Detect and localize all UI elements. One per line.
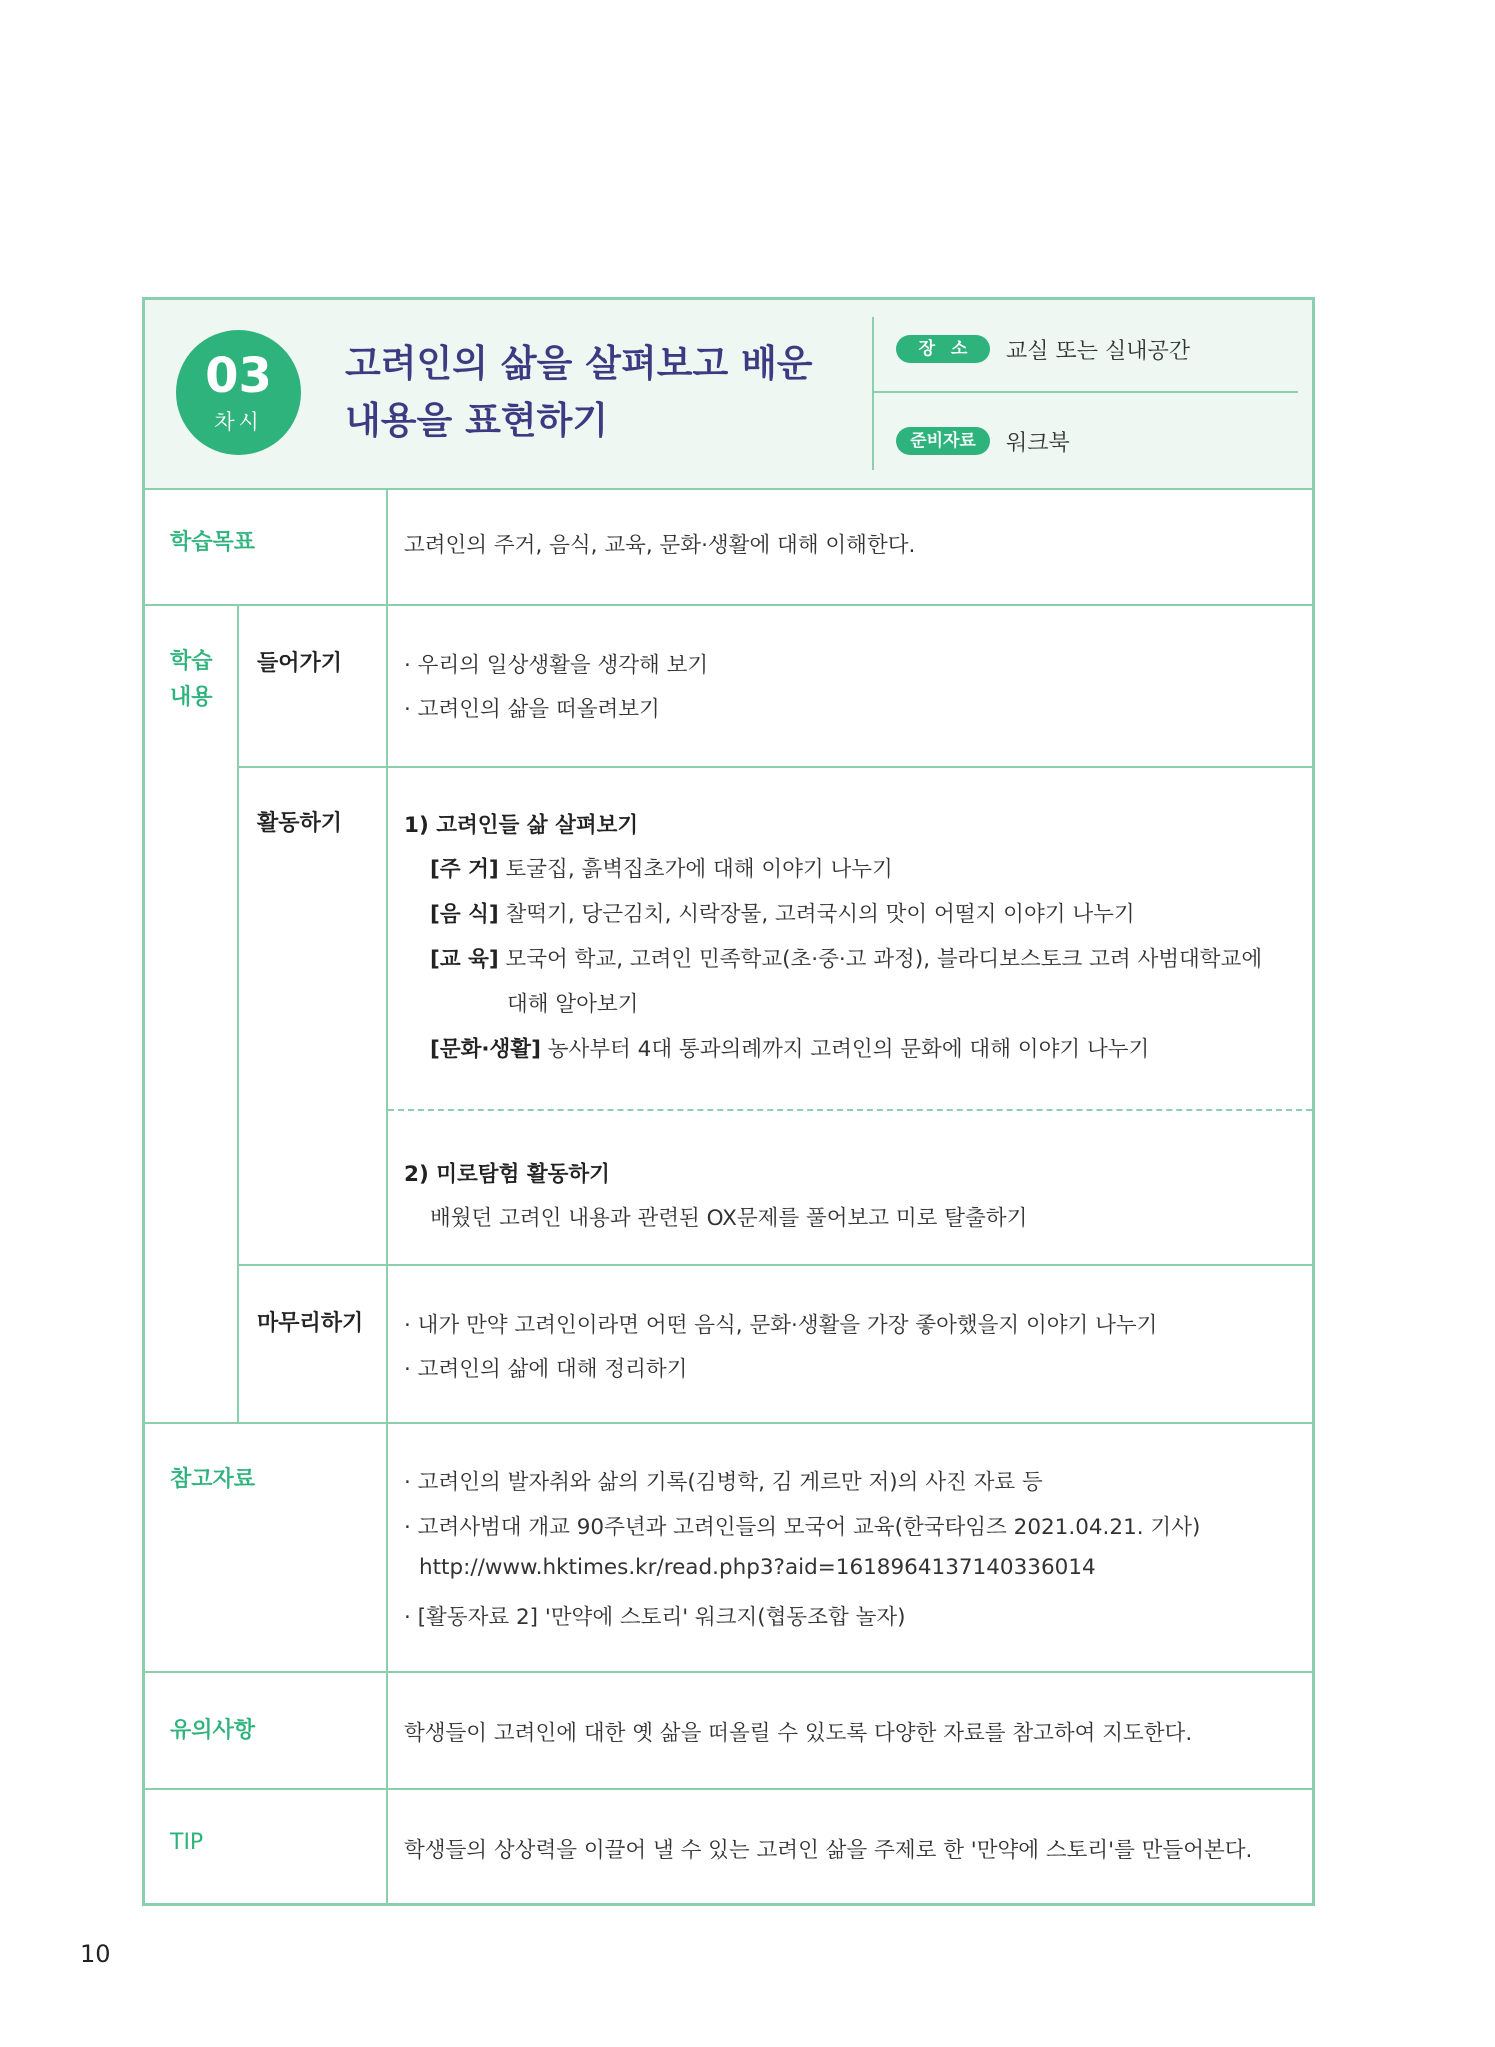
lesson-header — [145, 300, 1312, 488]
reference-item: · [활동자료 2] '만약에 스토리' 워크지(협동조합 놀자) — [404, 1605, 906, 1630]
activity-dashed-divider — [388, 1109, 1312, 1111]
column-divider — [386, 488, 388, 1903]
content-label-line1: 학습 — [170, 649, 213, 674]
notes-text: 학생들이 고려인에 대한 옛 삶을 떠올릴 수 있도록 다양한 자료를 참고하여 지도한다. — [404, 1721, 1193, 1746]
materials-badge: 준비자료 — [896, 427, 990, 455]
lesson-number: 03 — [205, 348, 272, 404]
lesson-title-line2: 내용을 표현하기 — [345, 399, 609, 442]
row-divider — [145, 1422, 1312, 1424]
objective-label: 학습목표 — [170, 530, 256, 555]
lesson-title — [345, 335, 825, 449]
food-tag: [음 식] — [430, 902, 499, 927]
row-divider — [145, 1671, 1312, 1673]
place-badge: 장소 — [896, 335, 990, 363]
page-number: 10 — [80, 1940, 111, 1968]
header-divider — [872, 317, 874, 470]
activity-housing — [430, 852, 893, 883]
references-label: 참고자료 — [170, 1467, 256, 1492]
objective-text: 고려인의 주거, 음식, 교육, 문화·생활에 대해 이해한다. — [404, 533, 916, 558]
lesson-plan-card — [142, 297, 1315, 1906]
row-divider — [239, 766, 1312, 768]
lesson-number-label: 차시 — [214, 410, 263, 434]
housing-text: 토굴집, 흙벽집초가에 대해 이야기 나누기 — [498, 857, 893, 882]
tip-label: TIP — [170, 1830, 204, 1855]
row-divider — [145, 604, 1312, 606]
tip-text: 학생들의 상상력을 이끌어 낼 수 있는 고려인 삶을 주제로 한 '만약에 스토리'를 만들어본다. — [404, 1838, 1253, 1863]
reference-item: · 고려사범대 개교 90주년과 고려인들의 모국어 교육(한국타임즈 2021.04.21. 기사) — [404, 1515, 1201, 1540]
activity-part2-heading: 2) 미로탐험 활동하기 — [404, 1162, 610, 1187]
wrapup-item: · 내가 만약 고려인이라면 어떤 음식, 문화·생활을 가장 좋아했을지 이야기 나누기 — [404, 1313, 1158, 1338]
activity-part2-text: 배웠던 고려인 내용과 관련된 OX문제를 풀어보고 미로 탈출하기 — [430, 1206, 1028, 1231]
materials-value: 워크북 — [1006, 431, 1070, 456]
place-value: 교실 또는 실내공간 — [1006, 339, 1191, 364]
education-tag: [교 육] — [430, 947, 499, 972]
row-divider — [145, 1788, 1312, 1790]
culture-tag: [문화·생활] — [430, 1037, 541, 1062]
food-text: 찰떡기, 당근김치, 시락장물, 고려국시의 맛이 어떨지 이야기 나누기 — [498, 902, 1135, 927]
housing-tag: [주 거] — [430, 857, 499, 882]
wrapup-label: 마무리하기 — [257, 1311, 364, 1336]
notes-label: 유의사항 — [170, 1718, 256, 1743]
education-text: 모국어 학교, 고려인 민족학교(초·중·고 과정), 블라디보스토크 고려 사범대학교에 — [498, 947, 1263, 972]
intro-item: · 고려인의 삶을 떠올려보기 — [404, 697, 660, 722]
row-divider — [145, 488, 1312, 490]
reference-url: http://www.hktimes.kr/read.php3?aid=1618964137140336014 — [419, 1555, 1096, 1580]
wrapup-item: · 고려인의 삶에 대해 정리하기 — [404, 1357, 688, 1382]
content-label-line2: 내용 — [170, 685, 213, 710]
activity-education-cont: 대해 알아보기 — [507, 992, 639, 1017]
content-label — [170, 644, 213, 716]
culture-text: 농사부터 4대 통과의례까지 고려인의 문화에 대해 이야기 나누기 — [540, 1037, 1150, 1062]
activity-part1-heading: 1) 고려인들 삶 살펴보기 — [404, 813, 639, 838]
activity-label: 활동하기 — [257, 811, 343, 836]
activity-education — [430, 942, 1262, 973]
reference-item: · 고려인의 발자취와 삶의 기록(김병학, 김 게르만 저)의 사진 자료 등 — [404, 1470, 1043, 1495]
lesson-number-badge — [176, 330, 301, 455]
row-divider — [239, 1264, 1312, 1266]
activity-culture — [430, 1032, 1149, 1063]
intro-item: · 우리의 일상생활을 생각해 보기 — [404, 653, 709, 678]
meta-divider — [874, 391, 1298, 393]
column-divider — [237, 604, 239, 1422]
lesson-title-line1: 고려인의 삶을 살펴보고 배운 — [345, 342, 813, 385]
intro-label: 들어가기 — [257, 651, 343, 676]
activity-food — [430, 897, 1135, 928]
